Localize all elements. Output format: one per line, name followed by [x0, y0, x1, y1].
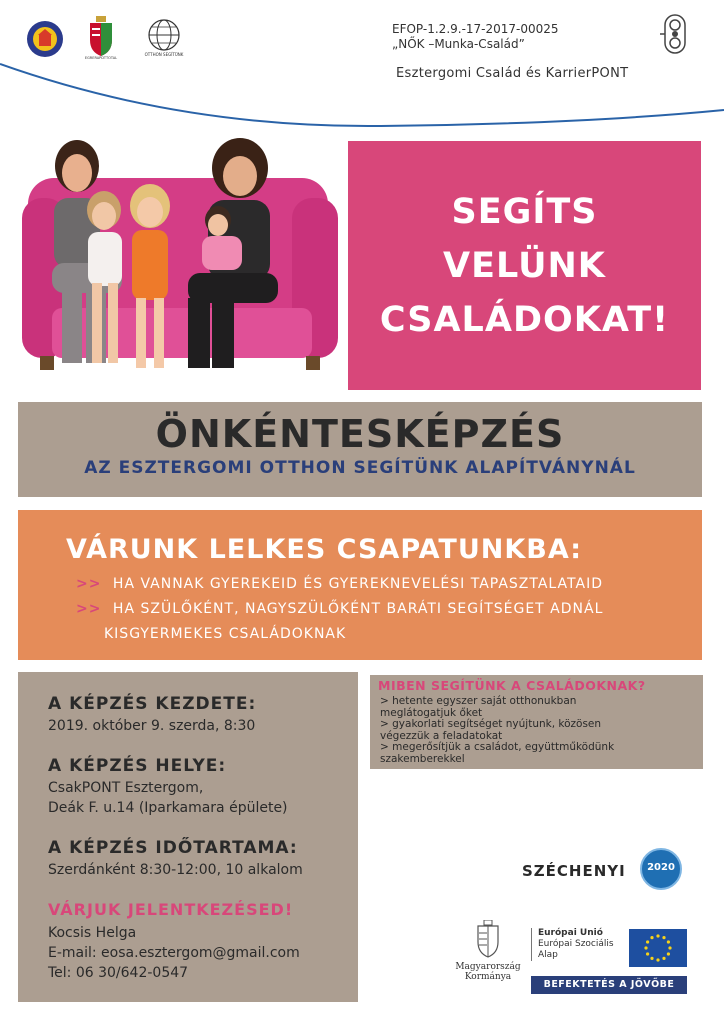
- duration-heading: A KÉPZÉS IDŐTARTAMA:: [48, 838, 298, 858]
- help-item-1-cont: meglátogatjuk őket: [380, 706, 483, 719]
- help-item-2-cont: végezzük a feladatokat: [380, 729, 503, 742]
- place-line-1: CsakPONT Esztergom,: [48, 780, 204, 796]
- project-code: EFOP-1.2.9.-17-2017-00025: [392, 22, 559, 36]
- start-heading: A KÉPZÉS KEZDETE:: [48, 694, 257, 714]
- invest-banner: [531, 976, 687, 994]
- family-photo: [22, 138, 340, 388]
- headline-line-2: VELÜNK: [443, 246, 606, 286]
- headline-box: [348, 141, 701, 390]
- recruit-title: VÁRUNK LELKES CSAPATUNKBA:: [66, 534, 583, 565]
- help-item-1: > hetente egyszer saját otthonukban: [380, 695, 577, 707]
- help-item-3: > megerősítjük a családot, együttműködünk: [380, 741, 615, 753]
- szechenyi-text: SZÉCHENYI: [522, 862, 626, 880]
- help-item-2: > gyakorlati segítséget nyújtunk, közösen: [380, 718, 602, 730]
- recruit-item-2-cont: KISGYERMEKES CSALÁDOKNAK: [104, 626, 347, 642]
- country-line-2: Kormánya: [464, 972, 512, 982]
- org-name: Esztergomi Család és KarrierPONT: [396, 66, 629, 81]
- duration-value: Szerdánként 8:30-12:00, 10 alkalom: [48, 862, 303, 878]
- apply-heading: VÁRJUK JELENTKEZÉSED!: [48, 900, 294, 919]
- start-value: 2019. október 9. szerda, 8:30: [48, 718, 256, 734]
- szechenyi-badge: [640, 848, 682, 890]
- eu-line-3: Alap: [538, 950, 558, 960]
- project-name: „NŐK –Munka-Család”: [392, 37, 525, 51]
- headline-line-3: CSALÁDOKAT!: [379, 300, 670, 340]
- bullet-marker-2: >>: [76, 601, 102, 617]
- recruit-box: [18, 510, 702, 660]
- bullet-marker-1: >>: [76, 576, 102, 592]
- eu-flag-icon: [629, 929, 687, 967]
- training-subtitle: AZ ESZTERGOMI OTTHON SEGÍTÜNK ALAPÍTVÁNYNÁL: [84, 458, 636, 478]
- place-line-2: Deák F. u.14 (Iparkamara épülete): [48, 800, 288, 816]
- recruit-item-1: HA VANNAK GYEREKEID ÉS GYEREKNEVELÉSI TAPASZTALATAID: [112, 576, 603, 592]
- hungary-crest-icon: [476, 920, 500, 958]
- help-heading: MIBEN SEGÍTÜNK A CSALÁDOKNAK?: [378, 678, 646, 693]
- otthon-segitunk-caption: OTTHON SEGÍTÜNK: [144, 52, 184, 57]
- help-item-3-cont: szakemberekkel: [380, 752, 465, 765]
- country-line-1: Magyarország: [455, 962, 521, 972]
- eu-line-2: Európai Szociális: [538, 939, 614, 949]
- invest-text: BEFEKTETÉS A JÖVŐBE: [543, 979, 675, 990]
- contact-name: Kocsis Helga: [48, 925, 137, 941]
- headline-line-1: SEGÍTS: [451, 192, 598, 232]
- place-heading: A KÉPZÉS HELYE:: [48, 756, 227, 776]
- header-curve: [0, 40, 724, 130]
- coat-of-arms-caption: EGRERAPDTTOTAL: [84, 56, 118, 60]
- training-banner: [18, 402, 702, 497]
- szechenyi-year: 2020: [647, 862, 675, 873]
- contact-phone: Tel: 06 30/642-0547: [48, 965, 189, 981]
- eu-line-1: Európai Unió: [538, 928, 603, 938]
- recruit-item-2: HA SZÜLŐKÉNT, NAGYSZÜLŐKÉNT BARÁTI SEGÍTSÉGET ADNÁL: [112, 601, 604, 617]
- help-box: [370, 675, 703, 769]
- hungary-government-logo: [450, 920, 526, 1000]
- contact-email: E-mail: eosa.esztergom@gmail.com: [48, 945, 300, 961]
- eu-text-block: [531, 928, 628, 961]
- training-title: ÖNKÉNTESKÉPZÉS: [155, 412, 565, 456]
- details-box: [18, 672, 358, 1002]
